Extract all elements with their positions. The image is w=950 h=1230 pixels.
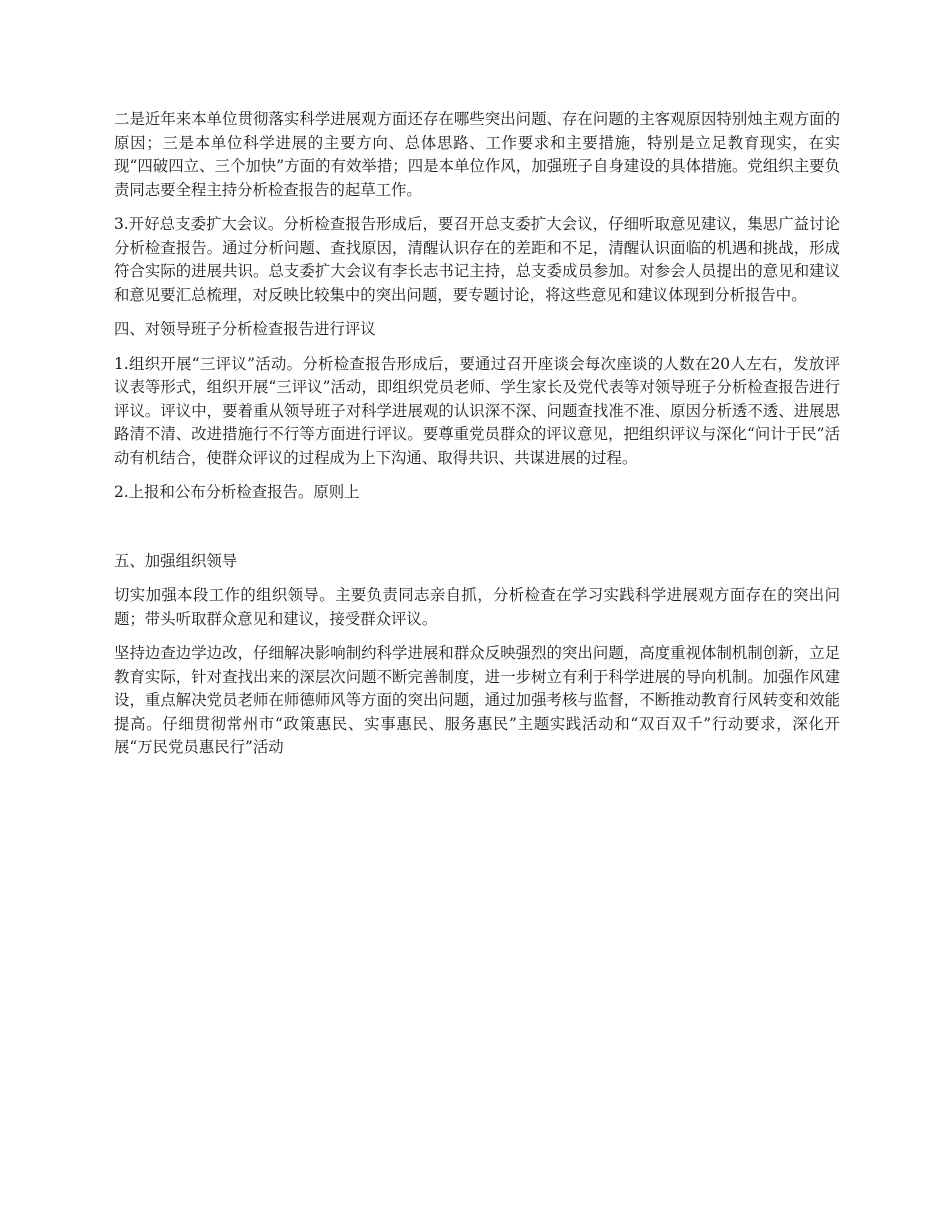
paragraph-rectification: 坚持边查边学边改，仔细解决影响制约科学进展和群众反映强烈的突出问题，高度重视体制机制创新，立足教育实际，针对查找出来的深层次问题不断完善制度，进一步树立有利于科学进展的导向机制。加强作风建设，重点解决党员老师在师德师风等方面的突出问题，通过加强考核与监督，不断推动教育行风转变和效能提高。仔细贯彻常州市“政策惠民、实事惠民、服务惠民”主题实践活动和“双百双千”行动要求，深化开展“万民党员惠民行”活动 bbox=[114, 644, 840, 756]
paragraph-report-submission: 2.上报和公布分析检查报告。原则上 bbox=[114, 483, 360, 501]
document-page bbox=[114, 108, 840, 771]
paragraph-expanded-meeting: 3.开好总支委扩大会议。分析检查报告形成后，要召开总支委扩大会议，仔细听取意见建议，集思广益讨论分析检查报告。通过分析问题、查找原因，清醒认识存在的差距和不足，清醒认识面临的机遇和挑战，形成符合实际的进展共识。总支委扩大会议有李长志书记主持，总支委成员参加。对参会人员提出的意见和建议和意见要汇总梳理，对反映比较集中的突出问题，要专题讨论，将这些意见和建议体现到分析报告中。 bbox=[114, 215, 840, 304]
paragraph-three-evaluations: 1.组织开展“三评议”活动。分析检查报告形成后，要通过召开座谈会每次座谈的人数在20人左右，发放评议表等形式，组织开展“三评议”活动，即组织党员老师、学生家长及党代表等对领导班子分析检查报告进行评议。评议中，要着重从领导班子对科学进展观的认识深不深、问题查找准不准、原因分析透不透、进展思路清不清、改进措施行不行等方面进行评议。要尊重党员群众的评议意见，把组织评议与深化“问计于民”活动有机结合，使群众评议的过程成为上下沟通、取得共识、共谋进展的过程。 bbox=[114, 354, 840, 467]
paragraph-analysis-content: 二是近年来本单位贯彻落实科学进展观方面还存在哪些突出问题、存在问题的主客观原因特别烛主观方面的原因；三是本单位科学进展的主要方向、总体思路、工作要求和主要措施，特别是立足教育现实，在实现“四破四立、三个加快”方面的有效举措；四是本单位作风，加强班子自身建设的具体措施。党组织主要负责同志要全程主持分析检查报告的起草工作。 bbox=[114, 110, 840, 199]
section-heading-leadership: 五、加强组织领导 bbox=[114, 551, 238, 570]
section-heading-evaluation: 四、对领导班子分析检查报告进行评议 bbox=[114, 320, 376, 338]
paragraph-leadership: 切实加强本段工作的组织领导。主要负责同志亲自抓，分析检查在学习实践科学进展观方面存在的突出问题；带头听取群众意见和建议，接受群众评议。 bbox=[114, 586, 840, 628]
